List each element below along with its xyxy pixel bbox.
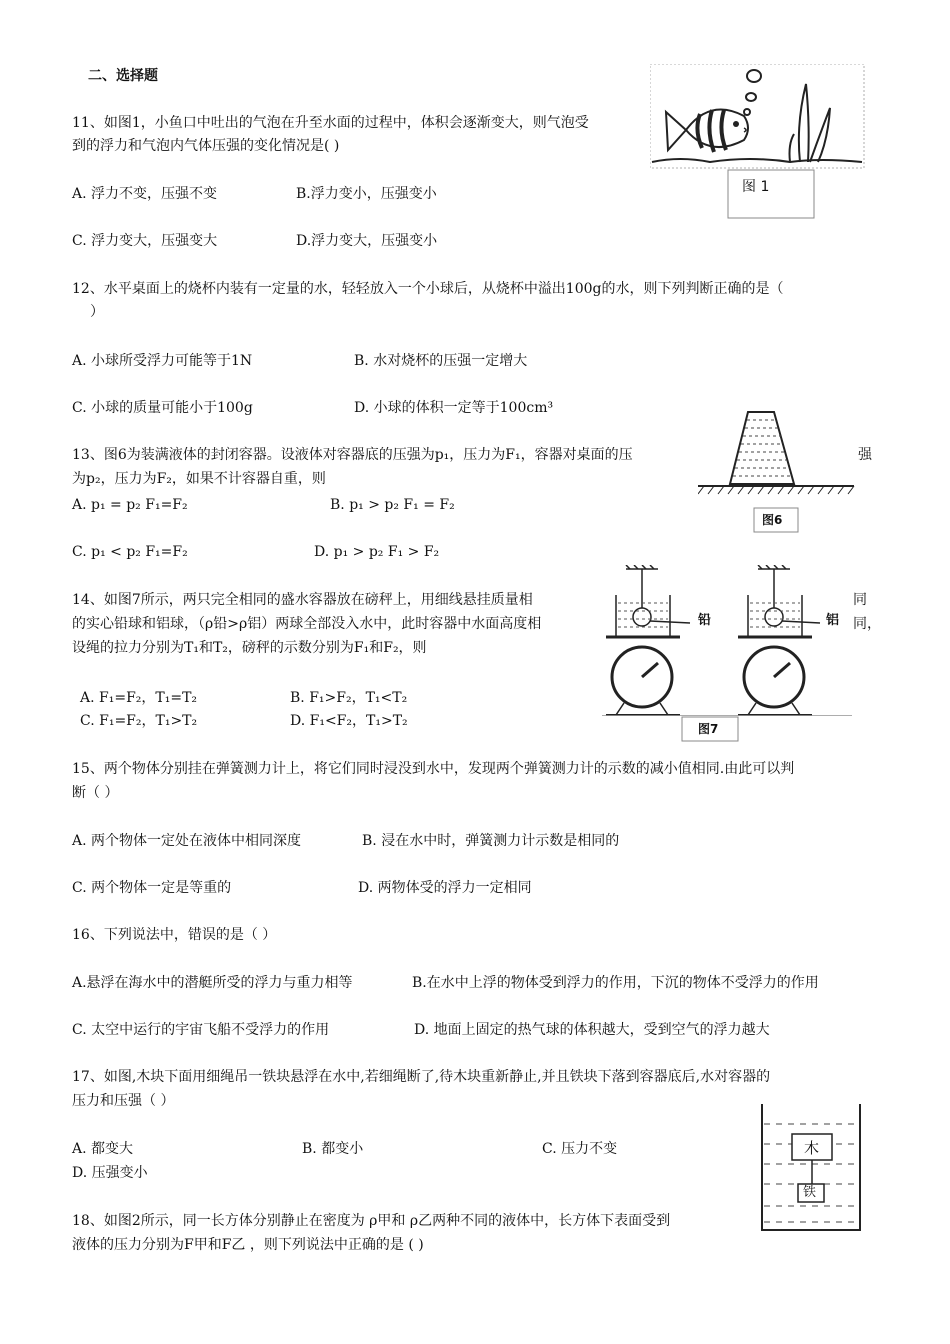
q12-option-c: C. 小球的质量可能小于100g — [72, 400, 253, 416]
q14-option-c: C. F₁=F₂，T₁>T₂ — [80, 713, 198, 729]
figure-wood-iron — [758, 1102, 866, 1234]
q12-option-a: A. 小球所受浮力可能等于1N — [72, 353, 253, 369]
q13-option-a: A. p₁ = p₂ F₁=F₂ — [72, 497, 188, 513]
q15-option-b: B. 浸在水中时，弹簧测力计示数是相同的 — [362, 833, 620, 849]
q16-stem: 16、下列说法中，错误的是（ ） — [72, 927, 277, 943]
q14-option-a: A. F₁=F₂，T₁=T₂ — [80, 690, 198, 706]
figure-7-scales — [602, 565, 854, 743]
q18-stem-line1: 18、如图2所示，同一长方体分别静止在密度为 ρ甲和 ρ乙两种不同的液体中，长方体下表面受到 — [72, 1213, 671, 1229]
q11-option-c: C. 浮力变大，压强变大 — [72, 233, 218, 249]
q14-stem-line3: 设绳的拉力分别为T₁和T₂，磅秤的示数分别为F₁和F₂，则 — [72, 640, 427, 656]
q14-option-d: D. F₁<F₂，T₁>T₂ — [290, 713, 408, 729]
q16-option-c: C. 太空中运行的宇宙飞船不受浮力的作用 — [72, 1022, 330, 1038]
q18-stem-line2: 液体的压力分别为F甲和F乙 ，则下列说法中正确的是 ( ) — [72, 1237, 424, 1253]
figure-1-fish — [650, 64, 866, 224]
figure-1-caption: 图 1 — [742, 179, 770, 195]
q11-option-d: D.浮力变大，压强变小 — [296, 233, 438, 249]
q15-stem-line1: 15、两个物体分别挂在弹簧测力计上，将它们同时浸没到水中，发现两个弹簧测力计的示数的减小值相同.由此可以判 — [72, 761, 795, 777]
q14-stem-line2-tail: 同， — [853, 616, 881, 632]
q15-option-d: D. 两物体受的浮力一定相同 — [358, 880, 532, 896]
q17-stem-line1: 17、如图,木块下面用细绳吊一铁块悬浮在水中,若细绳断了,待木块重新静止,并且铁块下落到容器底后,水对容器的 — [72, 1069, 771, 1085]
q16-option-d: D. 地面上固定的热气球的体积越大，受到空气的浮力越大 — [414, 1022, 770, 1038]
q17-option-a: A. 都变大 — [72, 1141, 134, 1157]
q14-stem-line1: 14、如图7所示，两只完全相同的盛水容器放在磅秤上，用细线悬挂质量相 — [72, 592, 533, 608]
figure-7-label-aluminum: 铝 — [826, 613, 840, 628]
figure-7-label-lead: 铅 — [698, 613, 712, 628]
q13-option-b: B. p₁ > p₂ F₁ = F₂ — [330, 497, 455, 513]
wood-block-label: 木 — [804, 1139, 820, 1157]
q11-stem-line1: 11、如图1，小鱼口中吐出的气泡在升至水面的过程中，体积会逐渐变大，则气泡受 — [72, 115, 589, 131]
iron-block-label: 铁 — [803, 1185, 817, 1200]
q17-option-c: C. 压力不变 — [542, 1141, 618, 1157]
figure-7-caption: 图7 — [698, 722, 719, 736]
section-title: 二、选择题 — [88, 68, 158, 84]
q17-option-b: B. 都变小 — [302, 1141, 364, 1157]
q17-stem-line2: 压力和压强（ ） — [72, 1093, 175, 1109]
q12-stem-line1: 12、水平桌面上的烧杯内装有一定量的水，轻轻放入一个小球后，从烧杯中溢出100g的水，则下列判断正确的是（ — [72, 281, 784, 297]
q12-option-b: B. 水对烧杯的压强一定增大 — [354, 353, 528, 369]
q11-option-a: A. 浮力不变，压强不变 — [72, 186, 218, 202]
q13-stem-line2: 为p₂，压力为F₂，如果不计容器自重，则 — [72, 471, 326, 487]
q12-stem-line2: ） — [90, 304, 104, 320]
q15-option-c: C. 两个物体一定是等重的 — [72, 880, 232, 896]
q14-option-b: B. F₁>F₂，T₁<T₂ — [290, 690, 408, 706]
q17-option-d: D. 压强变小 — [72, 1165, 148, 1181]
q15-option-a: A. 两个物体一定处在液体中相同深度 — [72, 833, 302, 849]
q13-stem-line1: 13、图6为装满液体的封闭容器。设液体对容器底的压强为p₁，压力为F₁，容器对桌面的压 — [72, 447, 633, 463]
q14-stem-line1-tail: 同 — [853, 592, 867, 608]
q16-option-a: A.悬浮在海水中的潜艇所受的浮力与重力相等 — [72, 975, 353, 991]
q11-option-b: B.浮力变小，压强变小 — [296, 186, 437, 202]
q14-stem-line2: 的实心铅球和铝球，（ρ铅>ρ铝）两球全部没入水中，此时容器中水面高度相 — [72, 616, 542, 632]
q13-option-d: D. p₁ > p₂ F₁ > F₂ — [314, 544, 440, 560]
q13-option-c: C. p₁ < p₂ F₁=F₂ — [72, 544, 188, 560]
figure-6-caption: 图6 — [762, 513, 783, 527]
q13-stem-line1-tail: 强 — [858, 447, 872, 463]
q11-stem-line2: 到的浮力和气泡内气体压强的变化情况是( ) — [72, 138, 340, 154]
q15-stem-line2: 断（ ） — [72, 785, 119, 801]
figure-6-container — [698, 408, 858, 534]
q12-option-d: D. 小球的体积一定等于100cm³ — [354, 400, 554, 416]
q16-option-b: B.在水中上浮的物体受到浮力的作用，下沉的物体不受浮力的作用 — [412, 975, 819, 991]
